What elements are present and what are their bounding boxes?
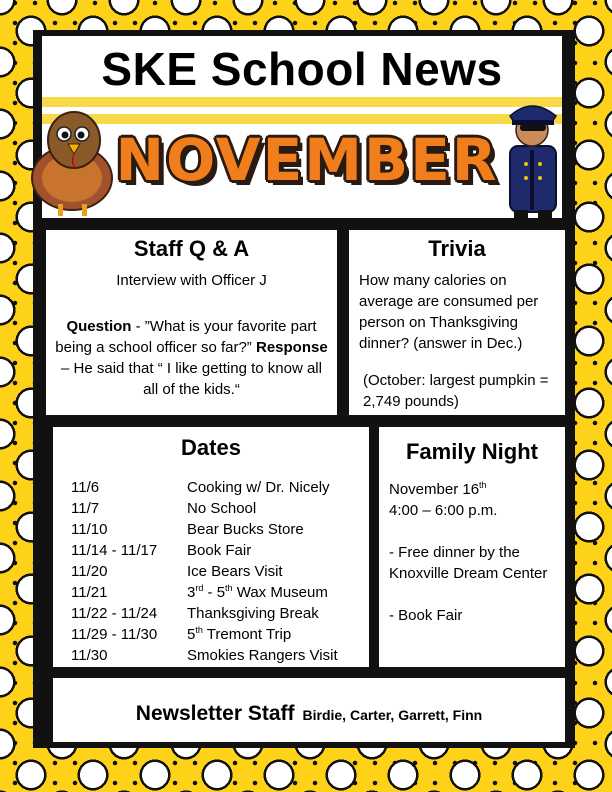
event [187,582,367,603]
date-row [71,477,367,498]
family-night-panel [379,427,565,667]
event: Thanksgiving Break [187,605,319,622]
header-stripe [42,97,562,107]
question-label: Question [66,318,132,335]
date: 11/20 [71,563,108,580]
qa-text [54,316,329,400]
date: 11/22 - 11/24 [71,605,158,622]
interview-subtitle: Interview with Officer J [116,272,267,289]
header-stripe [42,114,562,124]
ordinal-suffix: th [195,625,203,635]
family-night-time: 4:00 – 6:00 p.m. [389,502,498,519]
date: 11/14 - 11/17 [71,542,158,559]
newsletter-title: SKE School News [101,43,503,95]
dates-list [71,477,367,666]
family-night-item: - Free dinner by the Knoxville Dream Center [389,544,548,582]
family-night-item: - Book Fair [389,607,463,624]
month-banner: NOVEMBER [115,126,499,194]
grade-end: - 5 [203,584,226,601]
trivia-heading: Trivia [428,236,486,261]
dates-panel [53,427,369,667]
date-row [71,519,367,540]
response-text: – He said that “ I like getting to know all all of the kids.“ [61,360,322,398]
date-row [71,645,367,666]
family-night-date [389,479,561,500]
event: Book Fair [187,542,252,559]
event: Ice Bears Visit [187,563,283,580]
question-text: - ”What is your favorite part being a school officer so far?” [55,318,317,356]
date-row [71,561,367,582]
date-text: November 16 [389,481,480,498]
response-label: Response [255,339,328,356]
newsletter-staff-panel [53,678,565,742]
event: No School [187,500,257,517]
date: 11/7 [71,500,100,517]
date-row [71,603,367,624]
grade: 5 [187,626,196,643]
date-row [71,624,367,645]
staff-qa-heading: Staff Q & A [133,236,250,261]
trivia-previous-answer: (October: largest pumpkin = 2,749 pounds) [363,372,549,410]
police-officer-icon [496,94,568,220]
staff-qa-panel [46,230,337,415]
family-night-details [389,479,561,626]
turkey-icon [24,98,120,220]
date-row [71,582,367,603]
date: 11/29 - 11/30 [71,626,158,643]
date: 11/21 [71,584,108,601]
event: Bear Bucks Store [187,521,304,538]
ordinal-suffix: th [225,583,233,593]
newsletter-staff-names: Birdie, Carter, Garrett, Finn [302,707,483,723]
date: 11/30 [71,647,108,664]
date: 11/10 [71,521,108,538]
event [187,624,367,645]
event: Smokies Rangers Visit [187,647,338,664]
grade-start: 3 [187,584,196,601]
date-row [71,498,367,519]
dates-heading: Dates [181,435,241,460]
date-row [71,540,367,561]
date: 11/6 [71,479,100,496]
event-name: Tremont Trip [202,626,292,643]
event: Cooking w/ Dr. Nicely [187,479,330,496]
ordinal-suffix: rd [195,583,204,593]
ordinal-suffix: th [479,480,487,490]
event-name: Wax Museum [232,584,328,601]
newsletter-staff-label: Newsletter Staff [135,702,295,725]
family-night-heading: Family Night [405,439,538,464]
trivia-panel [349,230,565,415]
newsletter-staff-line [53,702,565,726]
trivia-question: How many calories on average are consumed per person on Thanksgiving dinner? (answer in Dec.) [359,272,539,352]
